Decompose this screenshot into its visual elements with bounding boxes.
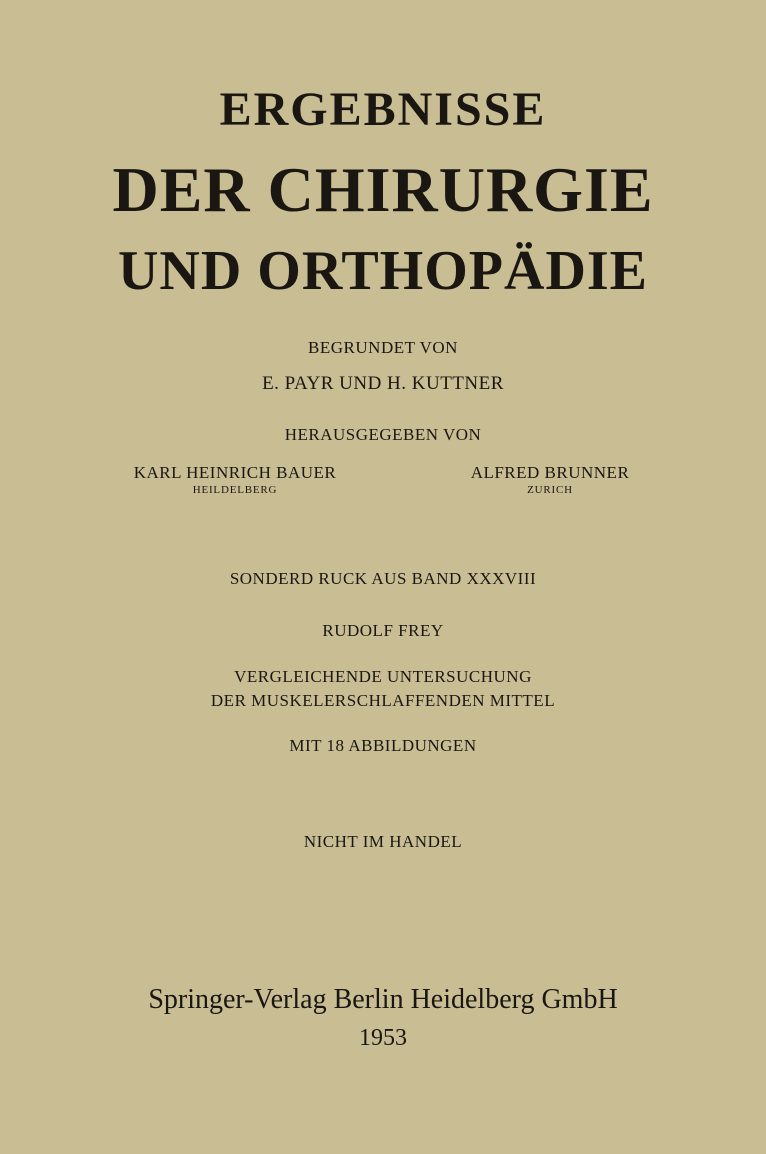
figures-note: MIT 18 ABBILDUNGEN [289, 736, 477, 755]
edited-by-label: HERAUSGEGEBEN VON [284, 425, 482, 444]
founded-by-label: BEGRUNDET VON [308, 338, 458, 357]
editor-city: HEILDELBERG [192, 484, 278, 496]
editor-city: ZURICH [527, 484, 573, 496]
series-title-line-3: UND ORTHOPÄDIE [117, 240, 649, 302]
founders-names: E. PAYR UND H. KUTTNER [262, 373, 504, 394]
editor-name: ALFRED BRUNNER [470, 463, 630, 482]
work-title-line-2: DER MUSKELERSCHLAFFENDEN MITTEL [210, 691, 556, 710]
not-for-sale-note: NICHT IM HANDEL [303, 832, 463, 851]
editor-2 [430, 464, 670, 496]
publisher-name: Springer-Verlag Berlin Heidelberg GmbH [148, 984, 618, 1015]
editor-name: KARL HEINRICH BAUER [133, 463, 337, 482]
editor-1 [110, 464, 360, 496]
publication-year: 1953 [359, 1025, 407, 1051]
offprint-note: SONDERD RUCK AUS BAND XXXVIII [229, 569, 537, 588]
author-name: RUDOLF FREY [322, 621, 444, 640]
series-title-line-2: DER CHIRURGIE [112, 154, 654, 225]
series-title-line-1: ERGEBNISSE [219, 83, 547, 136]
work-title-line-1: VERGLEICHENDE UNTERSUCHUNG [234, 667, 532, 686]
